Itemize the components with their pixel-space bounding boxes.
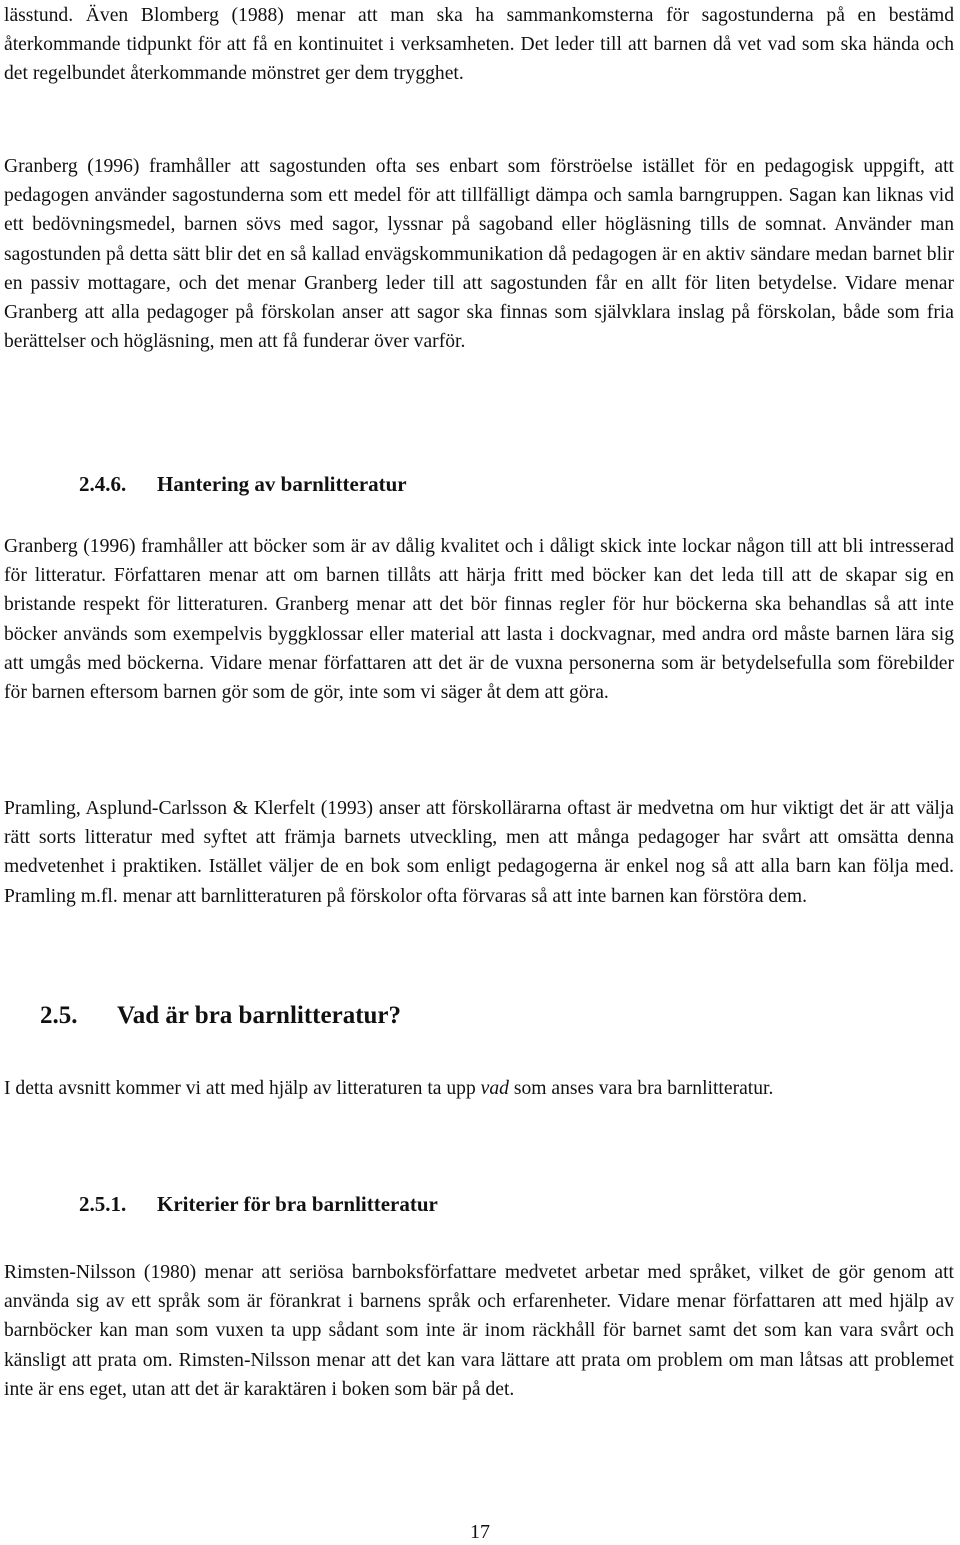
heading-number: 2.5. [40, 1002, 78, 1029]
page-number: 17 [470, 1521, 490, 1543]
paragraph-sagostund-continuity: lässtund. Även Blomberg (1988) menar att man ska ha sammankomsterna för sagostunderna på en bestämd återkommande tidpunkt för att få en kontinuitet i verksamheten. Det leder till att barnen då vet vad som ska hända och det regelbundet återkommande mönstret ger dem trygghet. [4, 5, 954, 85]
heading-title: Kriterier för bra barnlitteratur [157, 1192, 438, 1216]
heading-title: Vad är bra barnlitteratur? [117, 1002, 402, 1029]
intro-text-before: I detta avsnitt kommer vi att med hjälp av litteraturen ta upp [4, 1078, 481, 1099]
paragraph-granberg-sagostund: Granberg (1996) framhåller att sagostunden ofta ses enbart som förströelse istället för en pedagogisk uppgift, att pedagogen använder sagostunderna som ett medel för att tillfälligt dämpa och samla barngruppen. Sagan kan liknas vid ett bedövningsmedel, barnen sövs med sagor, lyssnar på sagoband eller högläsning tills de somnat. Använder man sagostunden på detta sätt blir det en så kallad envägskommunikation då pedagogen är en aktiv sändare medan barnet blir en passiv mottagare, och det menar Granberg leder till att sagostunden får en allt för liten betydelse. Vidare menar Granberg att alla pedagoger på förskolan anser att sagor ska finnas som självklara inslag på förskolan, både som fria berättelser och högläsning, men att få funderar över varför. [4, 156, 954, 353]
intro-text-after: som anses vara bra barnlitteratur. [508, 1078, 774, 1099]
heading-number: 2.5.1. [79, 1192, 127, 1216]
paragraph-granberg-books: Granberg (1996) framhåller att böcker som är av dålig kvalitet och i dåligt skick inte lockar någon till att bli intresserad för litteratur. Författaren menar att om barnen tillåts att härja fritt med böcker kan det leda till att de skapar sig en bristande respekt för litteraturen. Granberg menar att det bör finnas regler för hur böckerna ska behandlas så att inte böcker används som exempelvis byggklossar eller material att lasta i dockvagnar, med andra ord måste barnen lära sig att umgås med böckerna. Vidare menar författaren att det är de vuxna personerna som är betydelsefulla som förebilder för barnen eftersom barnen gör som de gör, inte som vi säger åt dem att göra. [4, 536, 954, 704]
heading-title: Hantering av barnlitteratur [157, 472, 407, 496]
paragraph-section-intro [4, 1074, 954, 1103]
heading-2-4-6 [79, 470, 407, 498]
paragraph-pramling: Pramling, Asplund-Carlsson & Klerfelt (1993) anser att förskollärarna oftast är medvetna om hur viktigt det är att välja rätt sorts litteratur med syftet att främja barnets utveckling, men att många pedagoger har svårt att omsätta denna medvetenhet i praktiken. Istället väljer de en bok som enligt pedagogerna är enkel nog så att alla barn kan följa med. Pramling m.fl. menar att barnlitteraturen på förskolor ofta förvaras så att inte barnen kan förstöra dem. [4, 798, 954, 907]
paragraph-rimsten-nilsson: Rimsten-Nilsson (1980) menar att seriösa barnboksförfattare medvetet arbetar med språket, vilket de gör genom att använda sig av ett språk som är förankrat i barnens språk och erfarenheter. Vidare menar författaren att med hjälp av barnböcker kan man som vuxen ta upp sådant som inte är inom räckhåll för barnet samt det som kan vara svårt och känsligt att prata om. Rimsten-Nilsson menar att det kan vara lättare att prata om problem om man låtsas att problemet inte är ens eget, utan att det är karaktären i boken som bär på det. [4, 1262, 954, 1400]
heading-2-5-1 [79, 1190, 438, 1218]
heading-2-5 [40, 1000, 401, 1032]
heading-number: 2.4.6. [79, 472, 127, 496]
intro-emphasis: vad [480, 1078, 509, 1099]
